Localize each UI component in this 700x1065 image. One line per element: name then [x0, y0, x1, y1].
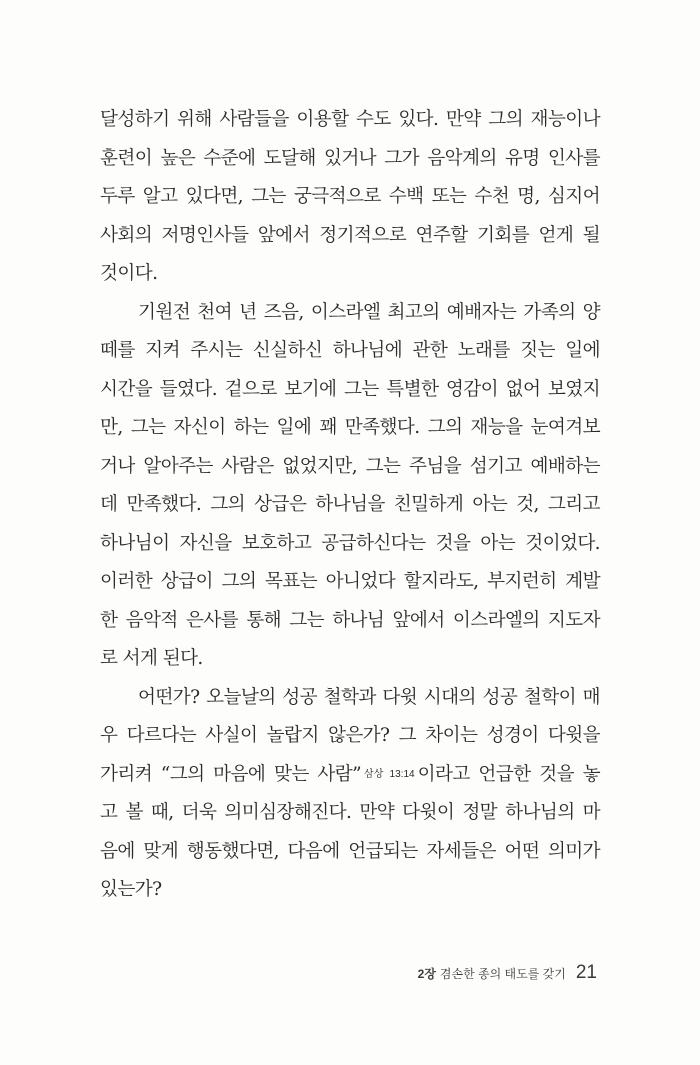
text-line: 한 음악적 은사를 통해 그는 하나님 앞에서 이스라엘의 지도자 — [100, 609, 600, 631]
text-line: 두루 알고 있다면, 그는 궁극적으로 수백 또는 수천 명, 심지어 — [100, 186, 600, 207]
text-line: 떼를 지켜 주시는 신실하신 하나님에 관한 노래를 짓는 일에 — [100, 340, 600, 361]
text-segment: 가리켜 “그의 마음에 맞는 사람” — [100, 763, 362, 785]
text-line: 있는가? — [100, 879, 162, 900]
chapter-label: 2장 — [417, 967, 436, 981]
text-line: 거나 알아주는 사람은 없었지만, 그는 주님을 섬기고 예배하는 — [100, 455, 600, 477]
text-line: 데 만족했다. 그의 상급은 하나님을 친밀하게 아는 것, 그리고 — [100, 494, 600, 515]
paragraph — [100, 679, 600, 910]
text-line: 하나님이 자신을 보호하고 공급하신다는 것을 아는 것이었다. — [100, 532, 600, 554]
text-line: 것이다. — [100, 263, 158, 284]
text-line: 로 서게 된다. — [100, 648, 203, 669]
text-line: 사회의 저명인사들 앞에서 정기적으로 연주할 기회를 얻게 될 — [100, 224, 600, 246]
text-line: 고 볼 때, 더욱 의미심장해진다. 만약 다윗이 정말 하나님의 마 — [100, 802, 600, 823]
text-line: 만, 그는 자신이 하는 일에 꽤 만족했다. 그의 재능을 눈여겨보 — [100, 417, 600, 438]
text-line: 어떤가? 오늘날의 성공 철학과 다윗 시대의 성공 철학이 매 — [138, 686, 600, 708]
text-segment: 이라고 언급한 것을 놓 — [417, 763, 601, 785]
page-number: 21 — [575, 962, 597, 983]
body-text — [100, 101, 600, 910]
text-line-with-reference — [100, 756, 600, 795]
text-line: 훈련이 높은 수준에 도달해 있거나 그가 음악계의 유명 인사를 — [100, 147, 600, 169]
text-line: 시간을 들였다. 겉으로 보기에 그는 특별한 영감이 없어 보였지 — [100, 378, 600, 400]
page-footer — [418, 962, 597, 992]
text-line: 달성하기 위해 사람들을 이용할 수도 있다. 만약 그의 재능이나 — [100, 109, 600, 130]
text-line: 기원전 천여 년 즈음, 이스라엘 최고의 예배자는 가족의 양 — [138, 301, 600, 323]
text-line: 이러한 상급이 그의 목표는 아니었다 할지라도, 부지런히 계발 — [100, 571, 600, 592]
paragraph — [100, 294, 600, 679]
chapter-title: 겸손한 종의 태도를 갖기 — [439, 967, 566, 981]
paragraph — [100, 101, 600, 294]
scripture-reference: 삼상 13:14 — [364, 768, 415, 780]
text-line: 음에 맞게 행동했다면, 다음에 언급되는 자세들은 어떤 의미가 — [100, 840, 600, 862]
text-line: 우 다르다는 사실이 놀랍지 않은가? 그 차이는 성경이 다윗을 — [100, 725, 600, 746]
